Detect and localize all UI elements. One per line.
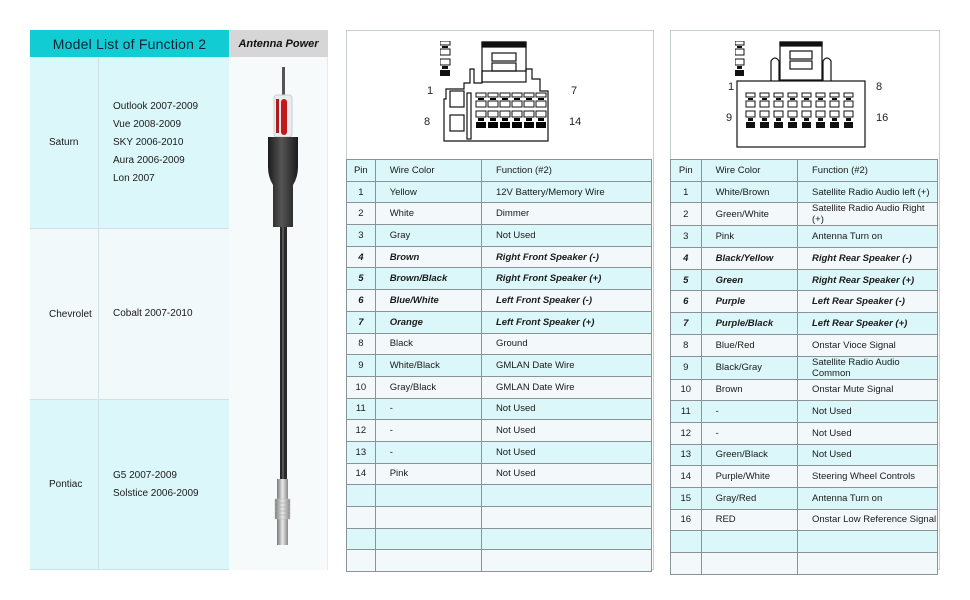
- pin-cell: 11: [347, 398, 376, 420]
- model-item: G5 2007-2009: [113, 469, 177, 481]
- pin-label-7: 7: [571, 85, 578, 97]
- model-item: Solstice 2006-2009: [113, 487, 199, 499]
- table-row: [671, 313, 938, 335]
- brand-name: Pontiac: [30, 400, 99, 569]
- table-row: [347, 550, 652, 572]
- pin-cell: 15: [671, 487, 702, 509]
- table-row: [347, 485, 652, 507]
- antenna-image-cell: [229, 57, 328, 570]
- pin-label-1: 1: [728, 81, 735, 93]
- function-cell: Right Front Speaker (+): [481, 268, 651, 290]
- table-row: [347, 441, 652, 463]
- pin-cell: [347, 528, 376, 550]
- pin-label-9: 9: [726, 112, 733, 124]
- table-row: [671, 226, 938, 248]
- wire-color-cell: -: [375, 398, 481, 420]
- pin-cell: 8: [671, 334, 702, 356]
- pin-cell: 14: [347, 463, 376, 485]
- model-item: Vue 2008-2009: [113, 118, 182, 130]
- table-row: [347, 420, 652, 442]
- table-row: [671, 203, 938, 226]
- pin-cell: 6: [347, 290, 376, 312]
- pin-cell: 14: [671, 466, 702, 488]
- wire-color-cell: Blue/White: [375, 290, 481, 312]
- table-row: [347, 268, 652, 290]
- function-cell: Onstar Low Reference Signal: [798, 509, 938, 531]
- pin-cell: 2: [347, 203, 376, 225]
- wire-color-cell: Green/White: [701, 203, 797, 226]
- table-row: [671, 466, 938, 488]
- header-wire-color: Wire Color: [701, 160, 797, 182]
- table-row: [347, 203, 652, 225]
- pin-label-8: 8: [424, 116, 431, 128]
- header-pin: Pin: [671, 160, 702, 182]
- connector-14-pin-panel: [346, 30, 654, 570]
- function-cell: Not Used: [481, 420, 651, 442]
- table-row: [347, 311, 652, 333]
- table-row: [347, 225, 652, 247]
- table-row: [347, 181, 652, 203]
- pin-cell: 12: [671, 422, 702, 444]
- function-cell: Onstar Mute Signal: [798, 379, 938, 401]
- pin-cell: 16: [671, 509, 702, 531]
- pin-cell: [347, 507, 376, 529]
- pin-cell: 3: [671, 226, 702, 248]
- function-cell: [798, 553, 938, 575]
- wire-color-cell: [375, 507, 481, 529]
- wire-color-cell: Orange: [375, 311, 481, 333]
- brand-section-saturn: [30, 57, 229, 229]
- pin-cell: 7: [671, 313, 702, 335]
- table-row: [671, 553, 938, 575]
- wire-color-cell: [375, 550, 481, 572]
- table-row: [347, 246, 652, 268]
- pin-cell: 3: [347, 225, 376, 247]
- wire-color-cell: Purple/White: [701, 466, 797, 488]
- header-function: Function (#2): [798, 160, 938, 182]
- wire-color-cell: Black: [375, 333, 481, 355]
- table-row: [671, 379, 938, 401]
- brand-section-chevrolet: [30, 229, 229, 400]
- wire-color-cell: RED: [701, 509, 797, 531]
- function-cell: GMLAN Date Wire: [481, 355, 651, 377]
- pin-label-16: 16: [876, 112, 889, 124]
- wire-color-cell: -: [375, 420, 481, 442]
- table-row: [671, 531, 938, 553]
- function-cell: [481, 550, 651, 572]
- function-cell: Not Used: [481, 441, 651, 463]
- header-wire-color: Wire Color: [375, 160, 481, 182]
- 14-pin-connector-icon: [440, 41, 570, 151]
- function-cell: Not Used: [481, 398, 651, 420]
- function-cell: Antenna Turn on: [798, 226, 938, 248]
- function-cell: [481, 485, 651, 507]
- function-cell: GMLAN Date Wire: [481, 376, 651, 398]
- wire-color-cell: Brown: [701, 379, 797, 401]
- wire-color-cell: -: [375, 441, 481, 463]
- pin-cell: 12: [347, 420, 376, 442]
- pin-cell: 1: [347, 181, 376, 203]
- table-row: [671, 401, 938, 423]
- wire-color-cell: Pink: [701, 226, 797, 248]
- table-row: [347, 463, 652, 485]
- wire-color-cell: [375, 528, 481, 550]
- function-cell: Right Rear Speaker (+): [798, 269, 938, 291]
- model-list: [99, 229, 229, 399]
- table-row: [347, 398, 652, 420]
- function-cell: Onstar Vioce Signal: [798, 334, 938, 356]
- pin-label-8: 8: [876, 81, 883, 93]
- wire-color-cell: Gray/Black: [375, 376, 481, 398]
- brand-section-pontiac: [30, 400, 229, 570]
- pin-cell: [671, 531, 702, 553]
- pin-label-14: 14: [569, 116, 582, 128]
- wire-color-cell: -: [701, 401, 797, 423]
- function-cell: Not Used: [798, 422, 938, 444]
- pin-cell: 8: [347, 333, 376, 355]
- table-row: [347, 528, 652, 550]
- wire-color-cell: Purple: [701, 291, 797, 313]
- table-header-row: [671, 160, 938, 182]
- model-list: [99, 57, 229, 228]
- function-cell: Dimmer: [481, 203, 651, 225]
- function-cell: Satellite Radio Audio left (+): [798, 181, 938, 203]
- wire-color-cell: Pink: [375, 463, 481, 485]
- table-row: [347, 507, 652, 529]
- pin-cell: 4: [671, 248, 702, 270]
- function-cell: 12V Battery/Memory Wire: [481, 181, 651, 203]
- function-cell: Satellite Radio Audio Right (+): [798, 203, 938, 226]
- pin-cell: 1: [671, 181, 702, 203]
- function-cell: Left Rear Speaker (+): [798, 313, 938, 335]
- table-row: [347, 355, 652, 377]
- pin-cell: 9: [671, 356, 702, 379]
- table-row: [671, 269, 938, 291]
- table-row: [347, 290, 652, 312]
- table-row: [671, 248, 938, 270]
- connector-diagram: [347, 31, 653, 159]
- connector-16-pin-panel: [670, 30, 940, 570]
- header-pin: Pin: [347, 160, 376, 182]
- antenna-plug-icon: [229, 57, 328, 570]
- table-row: [671, 181, 938, 203]
- pin-cell: 4: [347, 246, 376, 268]
- table-row: [347, 333, 652, 355]
- function-cell: Not Used: [481, 225, 651, 247]
- pin-cell: 13: [347, 441, 376, 463]
- wire-color-cell: White/Black: [375, 355, 481, 377]
- pin-cell: 9: [347, 355, 376, 377]
- table-row: [671, 422, 938, 444]
- wire-color-cell: Gray: [375, 225, 481, 247]
- function-cell: Ground: [481, 333, 651, 355]
- function-cell: Antenna Turn on: [798, 487, 938, 509]
- wire-color-cell: [701, 553, 797, 575]
- wire-color-cell: Brown: [375, 246, 481, 268]
- model-item: SKY 2006-2010: [113, 136, 184, 148]
- pin-cell: 10: [671, 379, 702, 401]
- function-cell: Left Front Speaker (+): [481, 311, 651, 333]
- wire-color-cell: [375, 485, 481, 507]
- pin-cell: 7: [347, 311, 376, 333]
- pin-cell: 10: [347, 376, 376, 398]
- brand-name: Saturn: [30, 57, 99, 228]
- pin-cell: 6: [671, 291, 702, 313]
- model-item: Aura 2006-2009: [113, 154, 185, 166]
- function-cell: Left Front Speaker (-): [481, 290, 651, 312]
- pin-cell: [671, 553, 702, 575]
- function-cell: Steering Wheel Controls: [798, 466, 938, 488]
- table-row: [671, 509, 938, 531]
- wire-color-cell: Green/Black: [701, 444, 797, 466]
- function-cell: [481, 507, 651, 529]
- function-cell: Right Rear Speaker (-): [798, 248, 938, 270]
- table-row: [671, 334, 938, 356]
- function-cell: Not Used: [798, 444, 938, 466]
- function-cell: [481, 528, 651, 550]
- wire-color-cell: -: [701, 422, 797, 444]
- model-item: Cobalt 2007-2010: [113, 308, 193, 319]
- wire-color-cell: Brown/Black: [375, 268, 481, 290]
- model-list: [99, 400, 229, 569]
- table-row: [671, 356, 938, 379]
- model-list-title: Model List of Function 2: [30, 30, 229, 57]
- model-item: Outlook 2007-2009: [113, 100, 199, 112]
- connector-diagram: [671, 31, 939, 159]
- pinout-table-16: [670, 159, 938, 575]
- function-cell: Left Rear Speaker (-): [798, 291, 938, 313]
- pin-cell: 13: [671, 444, 702, 466]
- wire-color-cell: White: [375, 203, 481, 225]
- antenna-power-header: Antenna Power: [229, 30, 328, 57]
- pin-cell: 11: [671, 401, 702, 423]
- table-row: [671, 487, 938, 509]
- wire-color-cell: Green: [701, 269, 797, 291]
- wire-color-cell: Gray/Red: [701, 487, 797, 509]
- function-cell: [798, 531, 938, 553]
- function-cell: Satellite Radio Audio Common: [798, 356, 938, 379]
- table-row: [671, 291, 938, 313]
- wire-color-cell: White/Brown: [701, 181, 797, 203]
- table-row: [671, 444, 938, 466]
- wire-color-cell: Blue/Red: [701, 334, 797, 356]
- wire-color-cell: Black/Yellow: [701, 248, 797, 270]
- wire-color-cell: Yellow: [375, 181, 481, 203]
- wire-color-cell: Purple/Black: [701, 313, 797, 335]
- wire-color-cell: Black/Gray: [701, 356, 797, 379]
- 16-pin-connector-icon: [735, 41, 875, 151]
- table-row: [347, 376, 652, 398]
- wire-color-cell: [701, 531, 797, 553]
- brand-name: Chevrolet: [30, 229, 99, 399]
- pin-cell: 2: [671, 203, 702, 226]
- pin-cell: [347, 550, 376, 572]
- pinout-table-14: [346, 159, 652, 572]
- function-cell: Right Front Speaker (-): [481, 246, 651, 268]
- pin-label-1: 1: [427, 85, 434, 97]
- header-function: Function (#2): [481, 160, 651, 182]
- model-item: Lon 2007: [113, 172, 155, 184]
- function-cell: Not Used: [798, 401, 938, 423]
- pin-cell: 5: [671, 269, 702, 291]
- model-list-panel: [30, 30, 328, 570]
- function-cell: Not Used: [481, 463, 651, 485]
- pin-cell: [347, 485, 376, 507]
- pin-cell: 5: [347, 268, 376, 290]
- table-header-row: [347, 160, 652, 182]
